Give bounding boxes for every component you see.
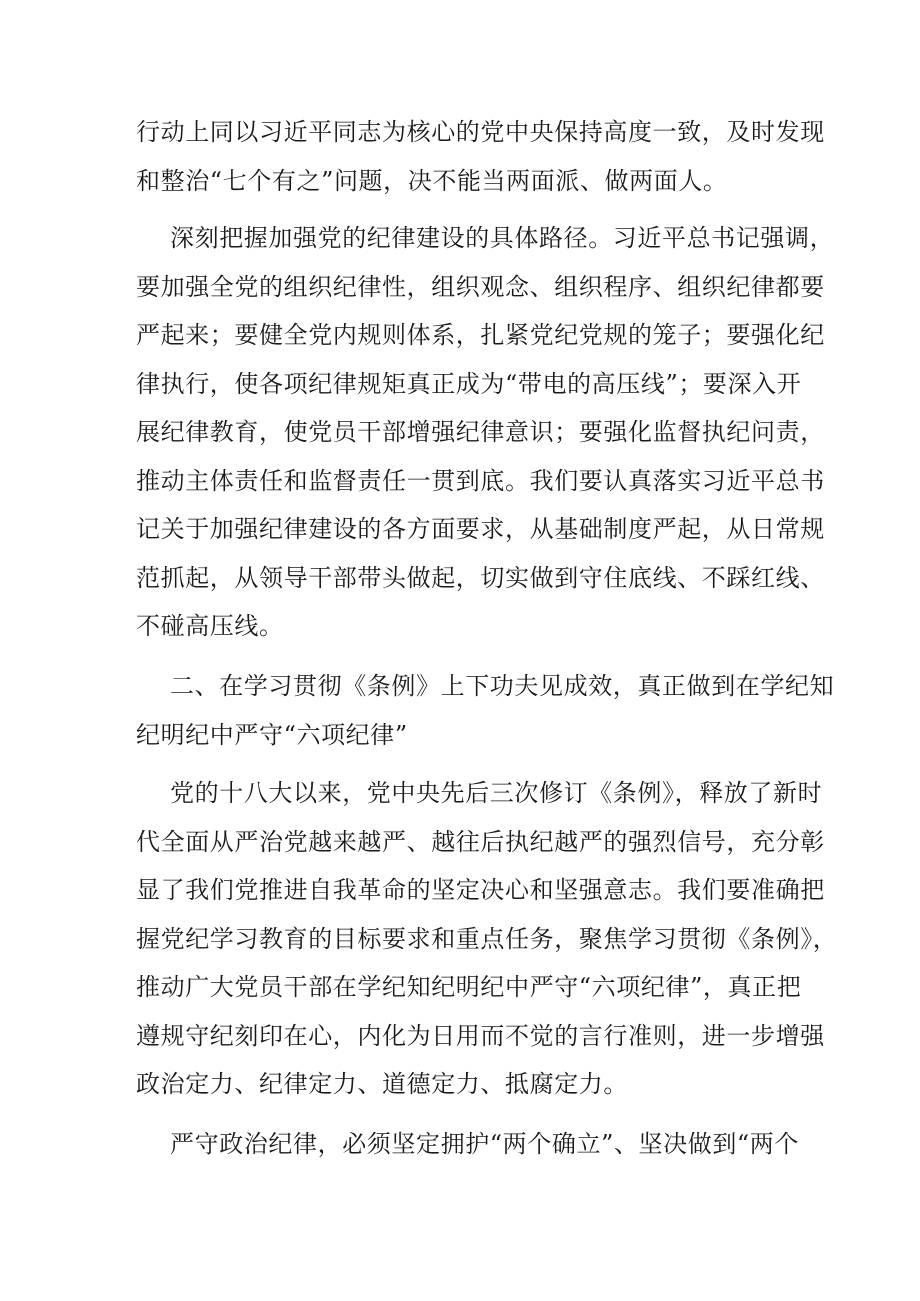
text-line: 推动主体责任和监督责任一贯到底。我们要认真落实习近平总书 bbox=[136, 466, 825, 495]
text-line: 展纪律教育，使党员干部增强纪律意识；要强化监督执纪问责， bbox=[136, 418, 825, 446]
text-line: 记关于加强纪律建设的各方面要求，从基础制度严起，从日常规 bbox=[136, 515, 825, 543]
paragraph-1 bbox=[136, 108, 825, 205]
paragraph-2 bbox=[136, 214, 835, 651]
paragraph-5 bbox=[136, 1120, 800, 1169]
text-line: 不碰高压线。 bbox=[136, 612, 284, 640]
text-line: 严守政治纪律，必须坚定拥护“两个确立”、坚决做到“两个 bbox=[170, 1130, 800, 1158]
text-line: 和整治“七个有之”问题，决不能当两面派、做两面人。 bbox=[136, 166, 728, 195]
text-line: 显了我们党推进自我革命的坚定决心和坚强意志。我们要准确把 bbox=[136, 876, 825, 904]
text-line: 推动广大党员干部在学纪知纪明纪中严守“六项纪律”，真正把 bbox=[136, 973, 802, 1001]
text-line: 代全面从严治党越来越严、越往后执纪越严的强烈信号，充分彰 bbox=[136, 827, 825, 856]
text-line: 握党纪学习教育的目标要求和重点任务，聚焦学习贯彻《条例》， bbox=[136, 924, 838, 953]
text-line: 遵规守纪刻印在心，内化为日用而不觉的言行准则，进一步增强 bbox=[136, 1021, 825, 1050]
text-line: 律执行，使各项纪律规矩真正成为“带电的高压线”；要深入开 bbox=[136, 369, 802, 398]
text-line: 政治定力、纪律定力、道德定力、抵腐定力。 bbox=[136, 1070, 628, 1098]
text-line: 行动上同以习近平同志为核心的党中央保持高度一致，及时发现 bbox=[136, 118, 825, 146]
text-line: 党的十八大以来，党中央先后三次修订《条例》，释放了新时 bbox=[170, 779, 823, 807]
text-line: 纪明纪中严守“六项纪律” bbox=[136, 720, 408, 749]
section-heading bbox=[136, 662, 835, 759]
text-line: 范抓起，从领导干部带头做起，切实做到守住底线、不踩红线、 bbox=[136, 563, 825, 592]
text-line: 严起来；要健全党内规则体系，扎紧党纪党规的笼子；要强化纪 bbox=[136, 321, 825, 349]
text-line: 二、在学习贯彻《条例》上下功夫见成效，真正做到在学纪知 bbox=[170, 672, 835, 700]
paragraph-4 bbox=[136, 769, 838, 1109]
text-line: 深刻把握加强党的纪律建设的具体路径。习近平总书记强调， bbox=[170, 224, 835, 252]
text-line: 要加强全党的组织纪律性，组织观念、组织程序、组织纪律都要 bbox=[136, 272, 825, 301]
